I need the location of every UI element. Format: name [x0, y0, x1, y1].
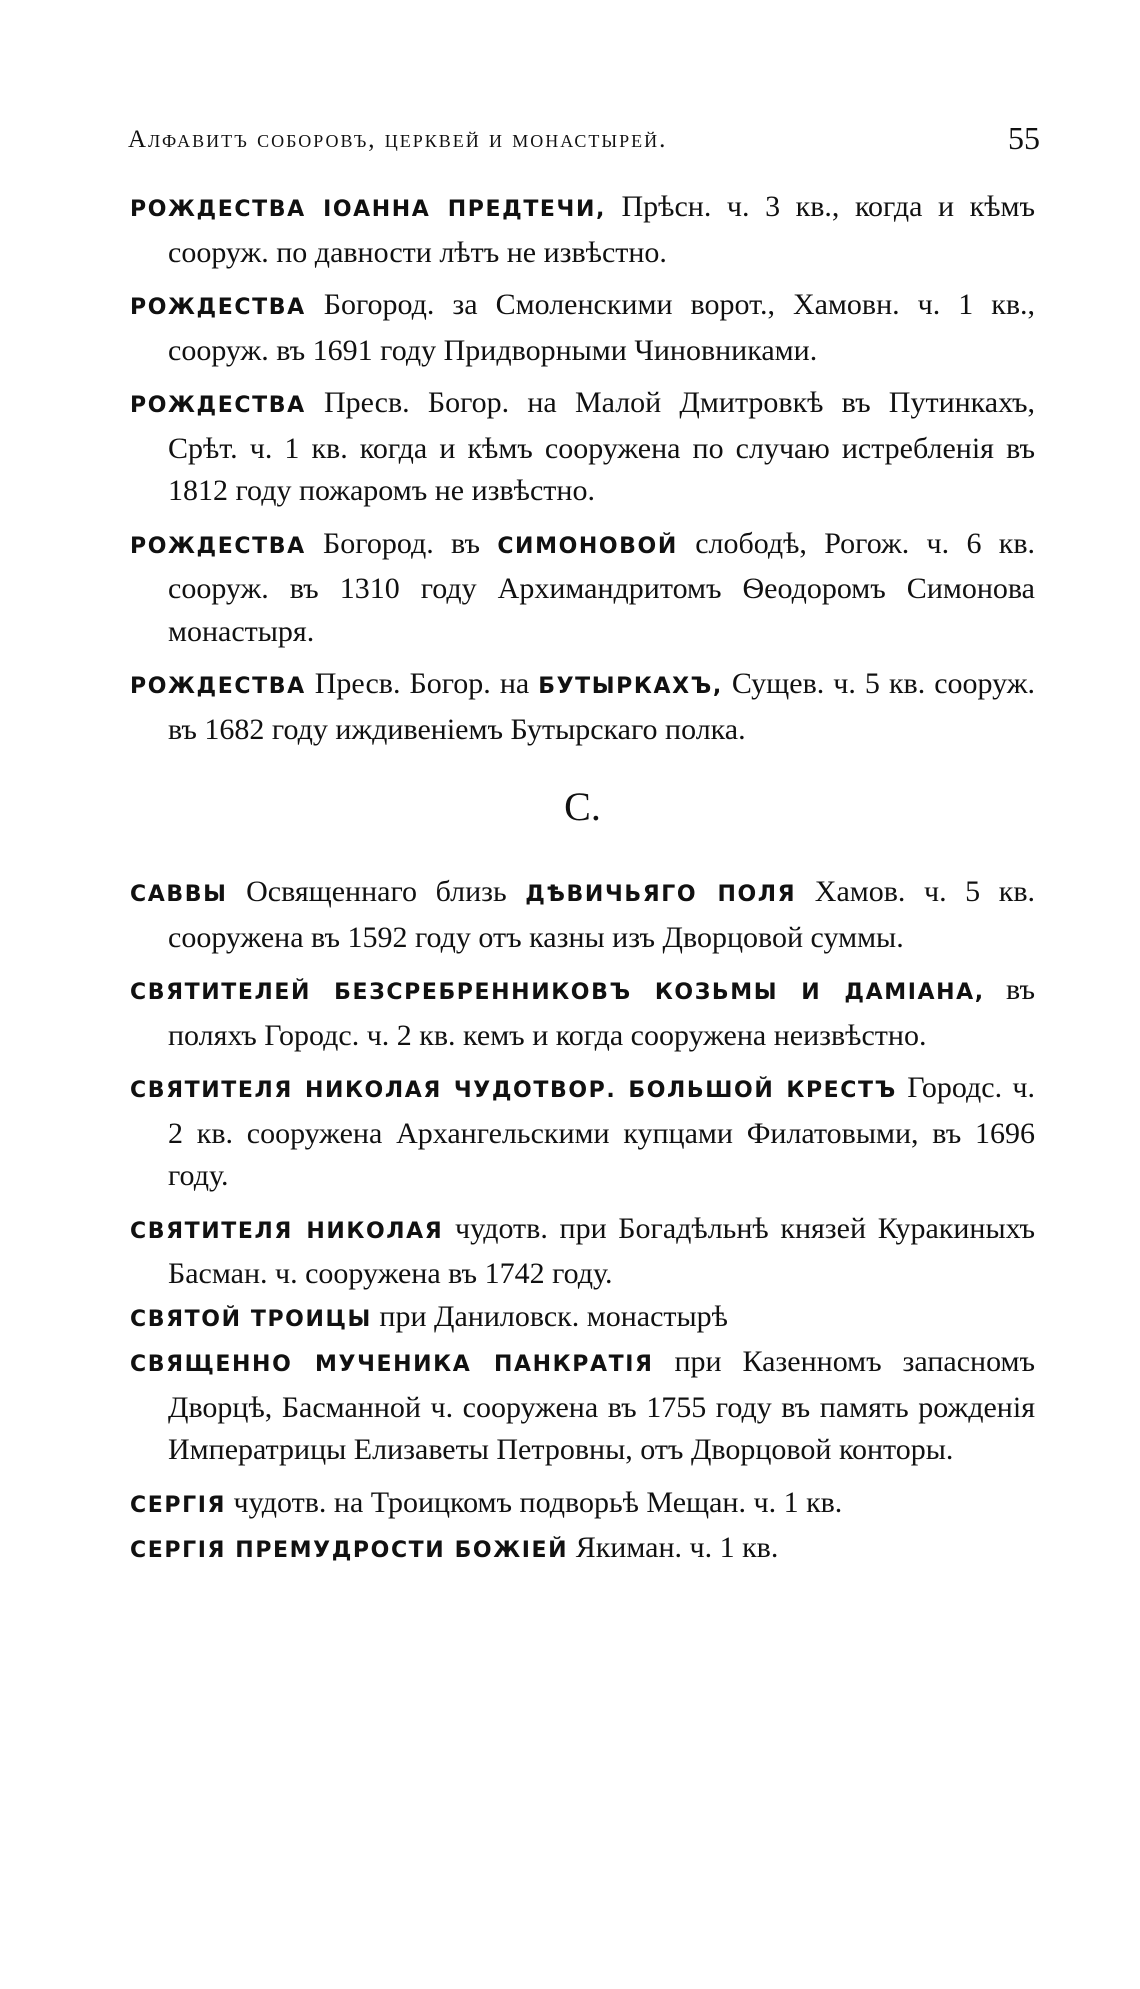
entry-text: Освященнаго близь [227, 875, 526, 908]
entry-text: при Даниловск. монастырѣ [371, 1299, 728, 1333]
index-entry [130, 1527, 1035, 1573]
entry-heading: РОЖДЕСТВА [130, 295, 306, 320]
running-head [128, 118, 1040, 168]
entry-text: въ поляхъ Городс. ч. 2 кв. кемъ и когда сооружена неизвѣстно. [168, 973, 1035, 1052]
entry-heading: СВЯТИТЕЛЯ НИКОЛАЯ [130, 1218, 444, 1244]
entry-text: при Казенномъ запасномъ Дворцѣ, Басманной ч. сооружена въ 1755 году въ память рожденія Императрицы Елизаветы Петровны, отъ Дворцовой конторы. [168, 1345, 1035, 1466]
entry-text-cont: Сущев. ч. 5 кв. сооруж. въ 1682 году иждивеніемъ Бутырскаго полка. [168, 667, 1035, 746]
index-entry [130, 523, 1035, 654]
page-number: 55 [1008, 120, 1040, 156]
index-entry [130, 1482, 1035, 1528]
entry-heading: РОЖДЕСТВА [130, 674, 306, 699]
entry-place: БУТЫРКАХЪ, [538, 674, 723, 699]
entry-text: Богород. въ [305, 526, 498, 560]
entry-text: Городс. ч. 2 кв. сооружена Архангельскими купцами Филатовыми, въ 1696 году. [168, 1071, 1035, 1192]
entry-place: ДѢВИЧЬЯГО ПОЛЯ [525, 882, 797, 907]
index-entry [130, 663, 1035, 751]
entry-heading: РОЖДЕСТВА [130, 393, 306, 418]
entry-heading: СЕРГІЯ [130, 1492, 227, 1518]
index-entry [130, 1341, 1035, 1472]
index-entry [130, 284, 1035, 372]
entry-place: СИМОНОВОЙ [497, 533, 678, 559]
entry-text: чудотв. при Богадѣльнѣ князей Куракиныхъ Басман. ч. сооружена въ 1742 году. [168, 1211, 1035, 1290]
church-index [130, 186, 1035, 1573]
entry-text: Богород. за Смоленскими ворот., Хамовн. ч. 1 кв., сооруж. въ 1691 году Придворными Чиновниками. [168, 288, 1035, 367]
entry-text: Якиман. ч. 1 кв. [568, 1531, 779, 1564]
entry-heading: СВЯТИТЕЛЯ НИКОЛАЯ ЧУДОТВОР. БОЛЬШОЙ КРЕСТЪ [130, 1078, 897, 1103]
index-entry [130, 1067, 1035, 1198]
entry-heading: СВЯЩЕННО МУЧЕНИКА ПАНКРАТІЯ [130, 1352, 654, 1377]
entry-text: Прѣсн. ч. 3 кв., когда и кѣмъ сооруж. по давности лѣтъ не извѣстно. [168, 190, 1035, 269]
entry-text: Пресв. Богор. на [305, 667, 539, 700]
entry-heading: САВВЫ [130, 882, 228, 907]
entry-text: чудотв. на Троицкомъ подворьѣ Мещан. ч. 1 кв. [226, 1485, 843, 1519]
index-entry [130, 186, 1035, 274]
index-entry [130, 382, 1035, 513]
entry-text: Пресв. Богор. на Малой Дмитровкѣ въ Путинкахъ, Срѣт. ч. 1 кв. когда и кѣмъ сооружена по случаю истребленія въ 1812 году пожаромъ не извѣстно. [168, 386, 1035, 507]
running-head-title: Алфавитъ соборовъ, церквей и монастырей. [128, 126, 668, 153]
entry-text-cont: Хамов. ч. 5 кв. сооружена въ 1592 году отъ казны изъ Дворцовой суммы. [168, 875, 1035, 954]
entry-heading: СЕРГІЯ ПРЕМУДРОСТИ БОЖІЕЙ [130, 1538, 569, 1563]
entry-heading: РОЖДЕСТВА [130, 533, 306, 559]
index-entry [130, 871, 1035, 959]
entry-text-cont: слободѣ, Рогож. ч. 6 кв. сооруж. въ 1310 году Архимандритомъ Ѳеодоромъ Симонова монастыря. [168, 526, 1035, 648]
index-entry [130, 1296, 1035, 1342]
entry-heading: РОЖДЕСТВА ІОАННА ПРЕДТЕЧИ, [130, 197, 606, 222]
entry-heading: СВЯТИТЕЛЕЙ БЕЗСРЕБРЕННИКОВЪ КОЗЬМЫ И ДАМІАНА, [130, 980, 985, 1005]
index-entry [130, 1208, 1035, 1296]
entry-heading: СВЯТОЙ ТРОИЦЫ [130, 1306, 372, 1332]
section-letter: С. [564, 784, 601, 829]
index-entry [130, 969, 1035, 1057]
